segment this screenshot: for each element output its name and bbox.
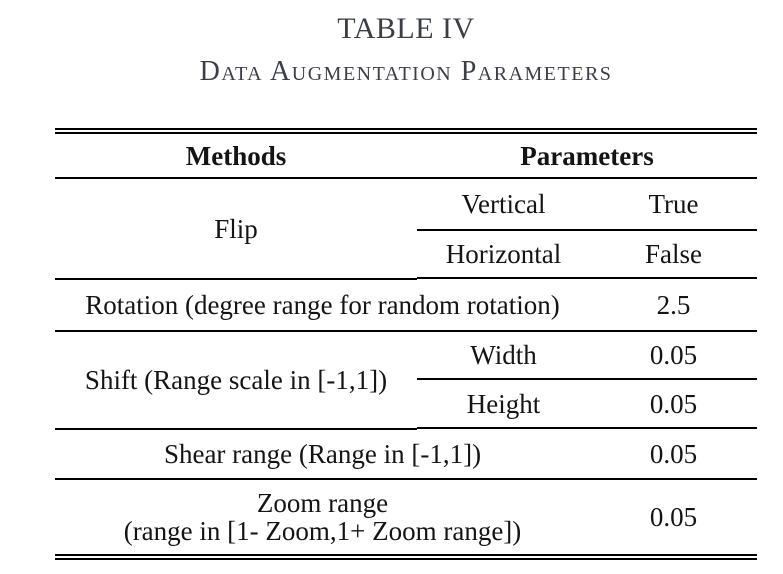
table-row-zoom [55, 479, 757, 554]
table-caption-label: TABLE IV [337, 12, 475, 45]
method-cell-rotation: Rotation (degree range for random rotation) [55, 279, 590, 331]
table-row-flip-vertical [55, 178, 757, 230]
parameters-table [55, 134, 757, 554]
zoom-method-line2: (range in [1- Zoom,1+ Zoom range]) [123, 516, 522, 546]
param-value-horizontal: False [590, 230, 757, 278]
method-cell-shift: Shift (Range scale in [-1,1]) [84, 365, 388, 395]
header-row [55, 134, 757, 178]
table-row-shear [55, 429, 757, 479]
param-value-rotation: 2.5 [590, 279, 757, 331]
param-value-width: 0.05 [590, 331, 757, 379]
column-header-methods: Methods [55, 134, 417, 178]
column-header-parameters: Parameters [417, 134, 757, 178]
method-cell-shear: Shear range (Range in [-1,1]) [55, 429, 590, 479]
table-row-shift-width [55, 331, 757, 379]
param-label-vertical: Vertical [417, 178, 590, 230]
zoom-method-line1: Zoom range [256, 488, 389, 518]
table-caption [55, 13, 757, 88]
data-augmentation-table [55, 128, 757, 560]
param-value-zoom: 0.05 [649, 502, 698, 532]
method-cell-zoom [55, 479, 590, 554]
param-label-height: Height [417, 379, 590, 428]
method-cell-flip: Flip [214, 213, 258, 244]
param-label-horizontal: Horizontal [417, 230, 590, 278]
table-row-rotation [55, 279, 757, 331]
param-label-width: Width [417, 331, 590, 379]
param-value-height: 0.05 [590, 379, 757, 428]
param-value-shear: 0.05 [590, 429, 757, 479]
table-caption-title: Data Augmentation Parameters [199, 56, 613, 87]
param-value-vertical: True [590, 178, 757, 230]
